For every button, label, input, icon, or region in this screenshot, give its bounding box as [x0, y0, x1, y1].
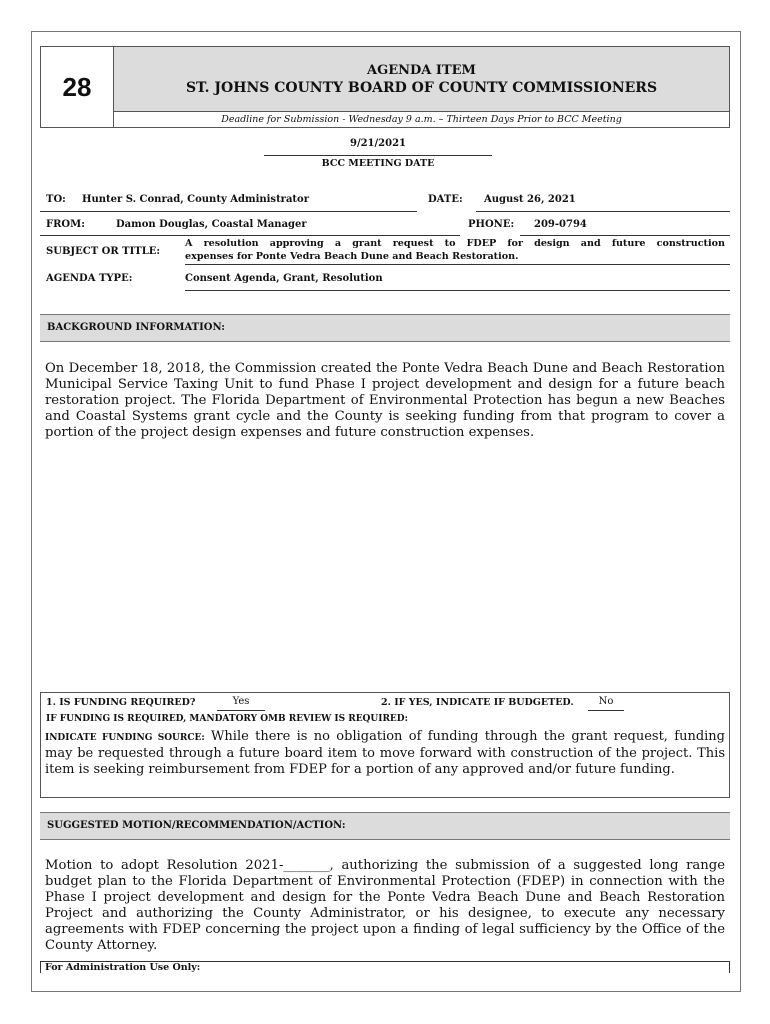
from-value: Damon Douglas, Coastal Manager — [116, 219, 307, 230]
background-heading: BACKGROUND INFORMATION: — [40, 314, 730, 342]
date-label: DATE: — [428, 194, 463, 205]
from-label: FROM: — [46, 219, 85, 230]
budgeted-value: No — [598, 696, 614, 707]
from-underline — [40, 235, 460, 236]
phone-underline — [520, 235, 730, 236]
agenda-item-heading: AGENDA ITEM — [367, 63, 476, 78]
funding-required-value: Yes — [232, 696, 250, 707]
funding-required-underline — [217, 710, 265, 711]
date-underline — [476, 211, 730, 212]
phone-label: PHONE: — [468, 219, 515, 230]
motion-text: Motion to adopt Resolution 2021-_______, authorizing the submission of a suggested long range budget plan to the Florida Department of Environmental Protection (FDEP) in connection with the Phase I project development and design for the Ponte Vedra Beach Dune and Beach Restoration Project and authorizing the County Administrator, or his designee, to execute any necessary agreements with FDEP concerning the project upon a finding of legal sufficiency by the Office of the County Attorney. — [45, 858, 725, 953]
meeting-date-label: BCC MEETING DATE — [321, 158, 435, 169]
agenda-type-underline — [185, 290, 730, 291]
deadline-note: Deadline for Submission - Wednesday 9 a.m. – Thirteen Days Prior to BCC Meeting — [113, 111, 730, 128]
board-name: ST. JOHNS COUNTY BOARD OF COUNTY COMMISSIONERS — [185, 80, 658, 96]
header-title-box — [113, 46, 730, 112]
to-underline — [40, 211, 417, 212]
document-frame — [31, 31, 741, 992]
subject-line-2: expenses for Ponte Vedra Beach Dune and Beach Restoration. — [185, 251, 519, 262]
budgeted-underline — [588, 710, 624, 711]
funding-source — [45, 729, 725, 778]
date-value: August 26, 2021 — [484, 194, 576, 205]
subject-label: SUBJECT OR TITLE: — [46, 246, 161, 257]
funding-source-label: INDICATE FUNDING SOURCE: — [45, 733, 205, 743]
budgeted-label: 2. IF YES, INDICATE IF BUDGETED. — [381, 697, 574, 708]
agenda-type-label: AGENDA TYPE: — [46, 273, 133, 284]
to-label: TO: — [46, 194, 66, 205]
omb-review-note: IF FUNDING IS REQUIRED, MANDATORY OMB REVIEW IS REQUIRED: — [46, 714, 408, 724]
admin-use-label: For Administration Use Only: — [40, 961, 730, 973]
subject-line-1: A resolution approving a grant request to FDEP for design and future construction — [185, 238, 725, 249]
agenda-type-value: Consent Agenda, Grant, Resolution — [185, 273, 383, 284]
meeting-date: 9/21/2021 — [349, 138, 406, 149]
funding-source-text: While there is no obligation of funding through the grant request, funding may be requested through a future board item to move forward with construction of the project. This item is seeking reimbursement from FDEP for a portion of any approved and/or future funding. — [45, 729, 725, 777]
motion-heading: SUGGESTED MOTION/RECOMMENDATION/ACTION: — [40, 812, 730, 840]
subject-underline — [185, 264, 730, 265]
funding-required-label: 1. IS FUNDING REQUIRED? — [46, 697, 196, 708]
meeting-date-underline — [264, 155, 492, 156]
to-value: Hunter S. Conrad, County Administrator — [82, 194, 309, 205]
agenda-item-number: 28 — [40, 46, 114, 128]
background-text: On December 18, 2018, the Commission created the Ponte Vedra Beach Dune and Beach Restoration Municipal Service Taxing Unit to fund Phase I project development and design for a future beach restoration project. The Florida Department of Environmental Protection has begun a new Beaches and Coastal Systems grant cycle and the County is seeking funding from that program to cover a portion of the project design expenses and future construction expenses. — [45, 361, 725, 440]
phone-value: 209-0794 — [534, 219, 587, 230]
